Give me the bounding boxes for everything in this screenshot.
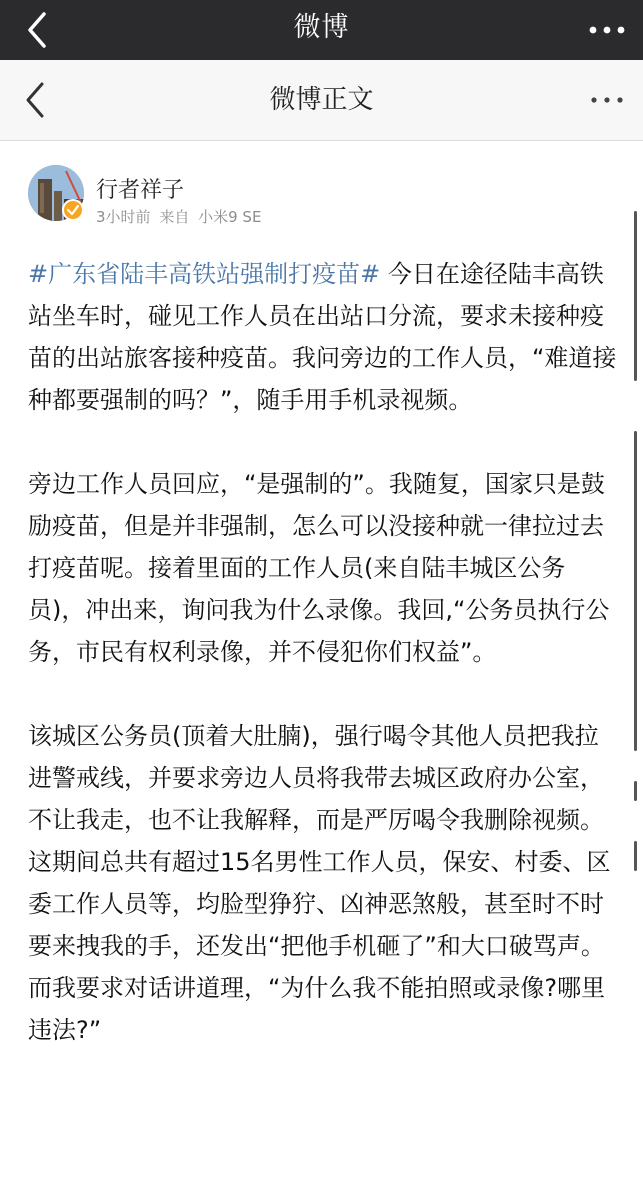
scrollbar[interactable] <box>634 211 637 381</box>
scrollbar-segment <box>634 711 637 731</box>
post-paragraph-2: 旁边工作人员回应，“是强制的”。我随复，国家只是鼓励疫苗，但是并非强制，怎么可以没接种就一律拉过去打疫苗呢。接着里面的工作人员(来自陆丰城区公务员)，冲出来，询问我为什么录像。我回,“公务员执行公务，市民有权利录像，并不侵犯你们权益”。 <box>28 470 610 666</box>
source-prefix: 来自 <box>159 208 190 226</box>
app-title-bar <box>0 0 643 60</box>
scrollbar-segment <box>634 841 637 871</box>
page-title: 微博正文 <box>269 85 374 115</box>
scrollbar-segment <box>634 431 637 751</box>
paragraph-gap <box>28 673 618 715</box>
more-dots-icon <box>585 80 629 120</box>
app-title: 微博 <box>293 12 350 43</box>
post-device: 小米9 SE <box>198 208 262 226</box>
verified-badge-icon <box>62 199 84 221</box>
more-options-button[interactable] <box>585 80 629 120</box>
page-nav-bar <box>0 60 643 141</box>
paragraph-gap <box>28 421 618 463</box>
hashtag-link[interactable]: #广东省陆丰高铁站强制打疫苗# <box>28 260 381 288</box>
scrollbar-segment <box>634 781 637 801</box>
post-paragraph-3: 该城区公务员(顶着大肚腩)，强行喝令其他人员把我拉进警戒线，并要求旁边人员将我带去城区政府办公室，不让我走，也不让我解释，而是严厉喝令我删除视频。这期间总共有超过15名男性工作人员，保安、村委、区委工作人员等，均脸型狰狞、凶神恶煞般，甚至时不时要来拽我的手，还发出“把他手机砸了”和大口破骂声。而我要求对话讲道理，“为什么我不能拍照或录像?哪里违法?” <box>28 722 611 1044</box>
paragraph-1-text: 今日在途径陆丰高铁站坐车时，碰见工作人员在出站口分流，要求未接种疫苗的出站旅客接种疫苗。我问旁边的工作人员，“难道接种都要强制的吗？”，随手用手机录视频。 <box>28 260 617 414</box>
app-more-button[interactable] <box>585 10 629 50</box>
post-paragraph-1 <box>28 253 618 421</box>
post-body <box>28 253 618 1051</box>
scrollbar-segment <box>634 646 637 696</box>
post-detail <box>0 141 643 1200</box>
author-name[interactable]: 行者祥子 <box>96 178 185 203</box>
more-dots-icon <box>585 10 629 50</box>
post-time: 3小时前 <box>96 208 151 226</box>
post-meta <box>96 206 265 227</box>
